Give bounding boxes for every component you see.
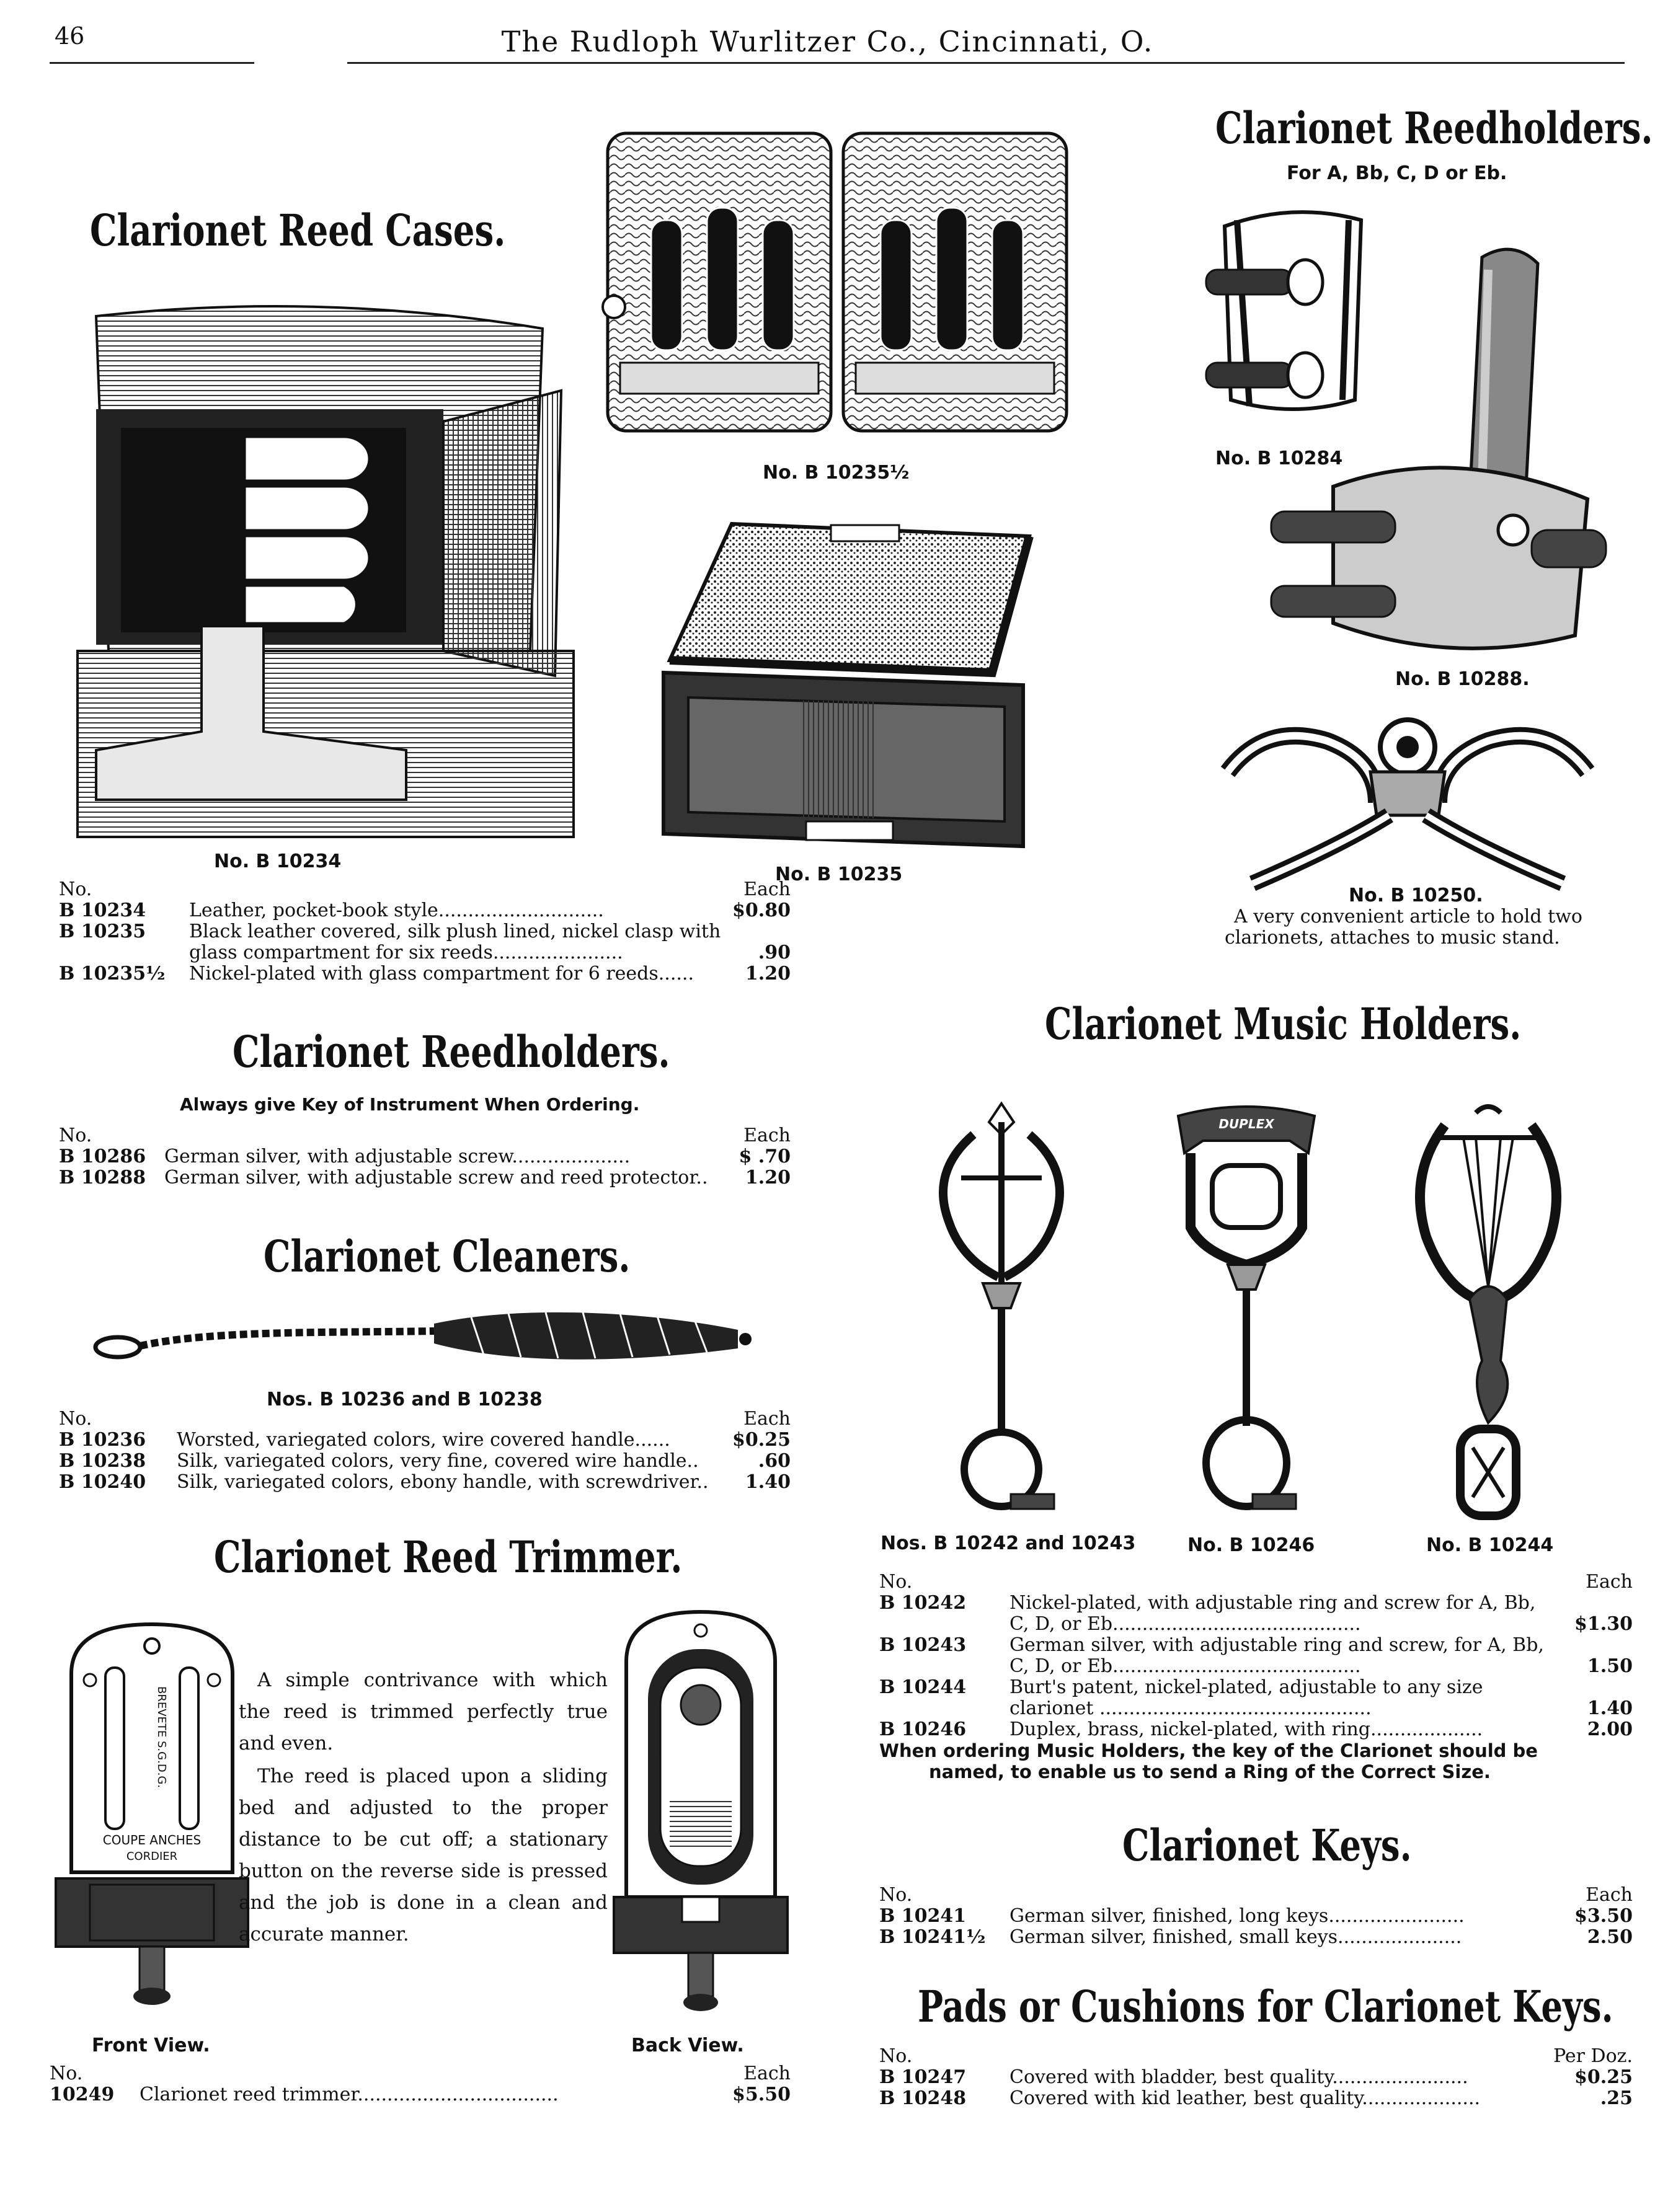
reed-case-b10235-half-illustration [595,127,1079,437]
reedholders-top-subtitle: For A, Bb, C, D or Eb. [1287,162,1507,184]
music-holders-note-line1: When ordering Music Holders, the key of the Clarionet should be [879,1740,1538,1761]
trimmer-table [50,2063,791,2105]
music-holders-table [879,1572,1633,1782]
caption-b10234: No. B 10234 [214,851,342,872]
keys-table [879,1885,1633,1948]
trimmer-engraving-coupe: COUPE ANCHES [102,1833,202,1847]
music-holder-b10244-illustration [1408,1100,1569,1534]
reed-cases-title: Clarionet Reed Cases. [90,205,506,256]
col-no: No. [50,2063,83,2084]
col-no: No. [59,1125,92,1146]
caption-b10244: No. B 10244 [1426,1534,1554,1556]
table-row: B 10238 Silk, variegated colors, very fine, covered wire handle.. .60 [59,1450,791,1472]
table-row: 10249 Clarionet reed trimmer.................................. $5.50 [50,2084,791,2105]
caption-b10242-b10243: Nos. B 10242 and 10243 [881,1533,1136,1554]
table-row: B 10235 Black leather covered, silk plush lined, nickel clasp with [59,921,721,942]
table-row: C, D, or Eb.......................................... 1.50 [1009,1655,1633,1677]
b10250-description-line2: clarionets, attaches to music stand. [1225,927,1560,949]
table-row: B 10243 German silver, with adjustable ring and screw, for A, Bb, [879,1634,1544,1656]
trimmer-engraving-cordier: CORDIER [126,1850,178,1863]
trimmer-paragraph-2: The reed is placed upon a sliding bed and adjusted to the proper distance to be cut off; a stationary button on the reverse side is pressed and the job is done in a clean and accurate manner. [239,1765,608,1945]
header-rule-left [50,62,254,64]
reedholders-top-title: Clarionet Reedholders. [1215,102,1653,154]
table-row: B 10240 Silk, variegated colors, ebony handle, with screwdriver.. 1.40 [59,1471,791,1493]
table-row: B 10241½ German silver, finished, small keys..................... 2.50 [879,1926,1633,1948]
table-row: B 10236 Worsted, variegated colors, wire covered handle...... $0.25 [59,1429,791,1451]
cleaners-table [59,1409,791,1493]
music-holder-b10246-illustration [1166,1091,1327,1525]
trimmer-engraving-brevete: BREVETE S.G.D.G. [155,1686,168,1789]
table-row: B 10234 Leather, pocket-book style............................ $0.80 [59,900,791,921]
table-row: B 10244 Burt's patent, nickel-plated, adjustable to any size [879,1676,1483,1698]
caption-b10288: No. B 10288. [1395,668,1530,690]
header-rule-right [347,62,1625,64]
caption-b10246: No. B 10246 [1187,1534,1315,1556]
table-row: B 10246 Duplex, brass, nickel-plated, with ring................... 2.00 [879,1719,1633,1740]
table-row: glass compartment for six reeds...................... .90 [189,942,791,963]
table-row: B 10288 German silver, with adjustable screw and reed protector.. 1.20 [59,1167,791,1188]
table-row: B 10241 German silver, finished, long keys....................... $3.50 [879,1905,1633,1927]
reed-case-b10235-illustration [657,511,1042,859]
reedholders-subtitle: Always give Key of Instrument When Ordering. [180,1094,640,1115]
caption-b10250: No. B 10250. [1349,885,1483,906]
cleaners-title: Clarionet Cleaners. [264,1231,631,1282]
b10250-description-line1: A very convenient article to hold two [1234,906,1582,927]
col-each: Each [743,2063,791,2084]
caption-b10284: No. B 10284 [1215,448,1343,469]
reedholder-b10288-illustration [1265,239,1618,666]
music-holder-b10242-illustration [924,1097,1079,1531]
reedholders-table [59,1125,791,1188]
trimmer-front-view-label: Front View. [92,2035,210,2056]
caption-b10235: No. B 10235 [775,864,903,885]
music-holders-title: Clarionet Music Holders. [1045,998,1522,1050]
table-row: C, D, or Eb.......................................... $1.30 [1009,1613,1633,1635]
table-row: B 10247 Covered with bladder, best quality....................... $0.25 [879,2066,1633,2088]
music-holders-note-line2: named, to enable us to send a Ring of the Correct Size. [929,1761,1491,1782]
trimmer-front-view-illustration [53,1612,251,2015]
pads-title: Pads or Cushions for Clarionet Keys. [918,1981,1613,2032]
reedholders-title: Clarionet Reedholders. [233,1026,670,1077]
caption-b10235-half: No. B 10235½ [763,462,910,484]
col-each: Each [1586,1884,1633,1906]
pads-table [879,2046,1633,2109]
page-title: The Rudloph Wurlitzer Co., Cincinnati, O. [501,25,1154,58]
col-no: No. [879,1884,913,1906]
trimmer-title: Clarionet Reed Trimmer. [214,1531,683,1583]
col-each: Each [743,1408,791,1430]
col-each: Per Doz. [1553,2045,1633,2067]
table-row: B 10248 Covered with kid leather, best quality.................... .25 [879,2087,1633,2109]
trimmer-back-view-label: Back View. [631,2035,744,2056]
col-no: No. [879,1571,913,1593]
cleaner-brush-illustration [87,1305,757,1373]
col-no: No. [879,2045,913,2067]
col-no: No. [59,878,92,900]
table-row: B 10242 Nickel-plated, with adjustable ring and screw for A, Bb, [879,1592,1536,1614]
cleaners-caption: Nos. B 10236 and B 10238 [267,1389,543,1410]
col-each: Each [1586,1571,1633,1593]
page-number: 46 [55,22,85,50]
col-each: Each [743,1125,791,1146]
reed-cases-table [59,879,791,984]
duplex-label: DUPLEX [1218,1117,1274,1131]
trimmer-paragraph-1: A simple contrivance with which the reed is trimmed perfectly true and even. [239,1669,608,1754]
reedholder-b10250-illustration [1215,710,1600,896]
reed-case-b10234-illustration [59,304,605,843]
col-no: No. [59,1408,92,1430]
table-row: B 10235½ Nickel-plated with glass compartment for 6 reeds...... 1.20 [59,963,791,984]
table-row: clarionet .............................................. 1.40 [1009,1697,1633,1719]
keys-title: Clarionet Keys. [1122,1820,1412,1871]
col-each: Each [743,878,791,900]
table-row: B 10286 German silver, with adjustable screw.................... $ .70 [59,1146,791,1167]
trimmer-back-view-illustration [614,1606,788,2033]
